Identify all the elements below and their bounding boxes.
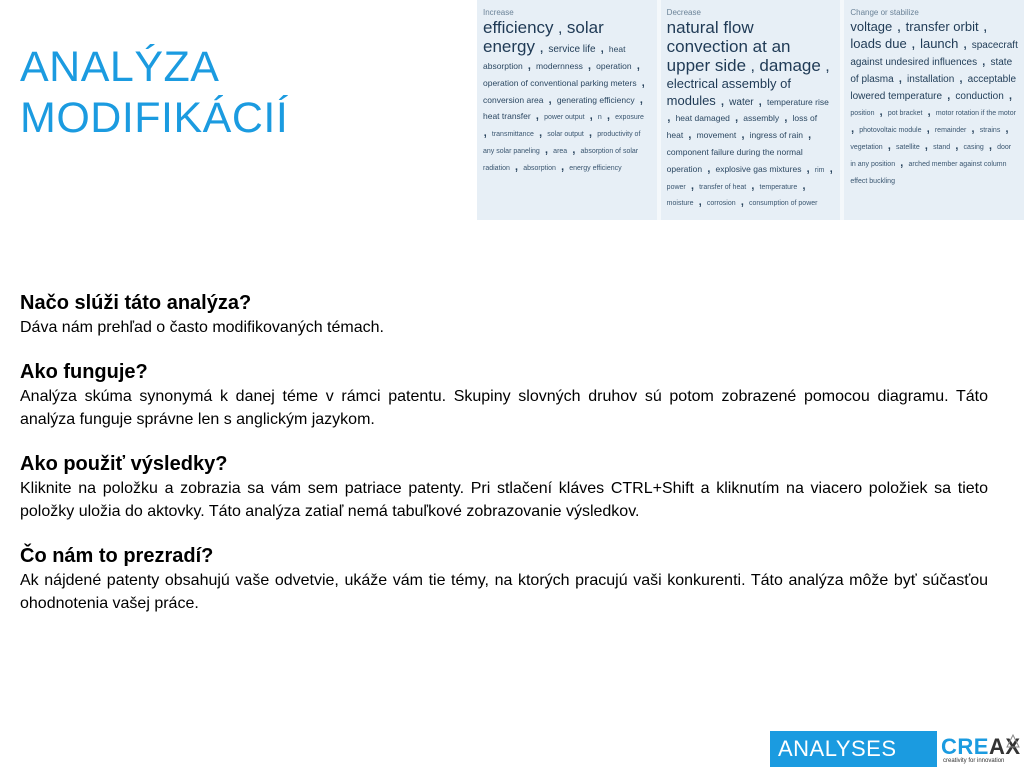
cloud-column-change — [844, 0, 1024, 220]
cloud-header: Change or stabilize — [850, 8, 919, 17]
modification-cloud-image — [477, 0, 1024, 220]
cloud-word: generating efficiency — [556, 94, 635, 105]
cloud-word: moisture — [666, 200, 694, 208]
section-body: Analýza skúma synonymá k danej téme v rámci patentu. Skupiny slovných druhov sú potom zobrazené pomocou diagramu. Táto analýza funguje správne len s anglickým jazykom. — [20, 388, 988, 428]
section-purpose — [20, 290, 988, 339]
cloud-word: component failure during the normal operation — [666, 146, 803, 174]
cloud-word: explosive gas mixtures — [715, 163, 802, 174]
cloud-header: Decrease — [666, 8, 701, 17]
logo-cre: CRE — [941, 734, 989, 759]
logo-ax: AX — [988, 734, 1021, 759]
cloud-word: movement — [696, 130, 737, 141]
cloud-word: solar output — [547, 131, 584, 139]
cloud-word: rim — [814, 166, 825, 174]
cloud-word: modernness — [536, 60, 583, 71]
cloud-words: efficiency , solar energy , service life , heat absorption , modernness , operation , operation of conventional parking meters , conversion area , generating efficiency , heat transfer , power output , n , exposure , transmittance , solar output , productivity of any solar paneling , area , absorption of solar radiation , absorption , energy efficiency — [483, 18, 646, 174]
cloud-words: voltage , transfer orbit , loads due , launch , spacecraft against undesired influences , state of plasma , installation , acceptable lowered temperature , conduction , position , pot bracket , motor rotation if the motor , photovoltaic module , remainder , strains , vegetation , satellite , stand , casing , door in any position , arched member against column effect buckling — [850, 18, 1018, 185]
section-what-it-tells — [20, 543, 988, 615]
cloud-word: conversion area — [483, 94, 544, 105]
cloud-word: door in any position — [850, 143, 1012, 168]
cloud-word: vegetation — [850, 143, 883, 151]
section-heading: Ako použiť výsledky? — [20, 453, 228, 475]
cloud-word: assembly — [743, 113, 780, 124]
cloud-word: position — [850, 110, 875, 118]
cloud-word: remainder — [934, 127, 967, 135]
cloud-word: absorption of solar radiation — [483, 147, 639, 172]
cloud-word: transfer of heat — [699, 183, 747, 191]
cloud-column-decrease — [661, 0, 841, 220]
section-heading: Ako funguje? — [20, 361, 148, 383]
cloud-word: water — [729, 96, 754, 108]
cloud-word: corrosion — [706, 200, 736, 208]
cloud-word: heat transfer — [483, 111, 531, 122]
cloud-word: state of plasma — [850, 56, 1013, 85]
cloud-word: heat absorption — [483, 44, 626, 71]
cloud-word: operation — [596, 60, 632, 71]
cloud-word: efficiency — [483, 18, 554, 38]
cloud-word: satellite — [896, 143, 920, 151]
cloud-word: damage — [759, 55, 821, 75]
cloud-word: acceptable lowered temperature — [850, 73, 1017, 102]
cloud-word: power output — [544, 114, 585, 122]
cloud-word: electrical assembly of modules — [666, 75, 791, 108]
cloud-word: arched member against column effect buckling — [850, 160, 1007, 185]
cloud-word: service life — [548, 44, 596, 56]
cloud-word: temperature — [759, 183, 798, 191]
title-line-1: ANALÝZA — [20, 43, 220, 91]
cloud-word: launch — [920, 36, 959, 52]
cloud-word: consumption of power — [749, 200, 818, 208]
creax-logo — [937, 731, 1022, 767]
cloud-column-increase — [477, 0, 657, 220]
description-content — [20, 290, 988, 635]
cloud-word: operation of conventional parking meters — [483, 77, 637, 88]
logo-tagline: creativity for innovation — [943, 758, 1005, 764]
cloud-word: area — [553, 147, 568, 155]
section-heading: Čo nám to prezradí? — [20, 545, 214, 567]
cloud-word: energy efficiency — [569, 164, 622, 172]
analyses-label: ANALYSES — [770, 731, 937, 767]
cloud-word: transfer orbit — [905, 19, 979, 35]
section-body: Kliknite na položku a zobrazia sa vám sem patriace patenty. Pri stlačení kláves CTRL+Shift a kliknutím na viacero položiek sa tieto položky uložia do aktovky. Táto analýza zatiaľ nemá tabuľkové zobrazovanie výsledkov. — [20, 480, 988, 520]
section-how-it-works — [20, 359, 988, 431]
cloud-header: Increase — [483, 8, 514, 17]
page-title — [20, 42, 440, 144]
cloud-word: casing — [963, 143, 984, 151]
section-how-to-use — [20, 451, 988, 523]
cloud-word: spacecraft against undesired influences — [850, 40, 1018, 68]
title-line-2: MODIFIKÁCIÍ — [20, 94, 289, 142]
cloud-word: transmittance — [491, 131, 534, 139]
cloud-word: productivity of any solar paneling — [483, 131, 641, 155]
cloud-words: natural flow convection at an upper side , damage , electrical assembly of modules , water , temperature rise , heat damaged , assembly , loss of heat , movement , ingress of rain , component failure during the normal operation , explosive gas mixtures , rim , power , transfer of heat , temperature , moisture , corrosion , consumption of power — [666, 18, 834, 210]
cloud-word: power — [666, 183, 686, 191]
cloud-word: loads due — [850, 36, 907, 52]
cloud-word: exposure — [615, 114, 644, 122]
cloud-word: installation — [907, 73, 955, 85]
cloud-word: absorption — [523, 164, 556, 172]
cloud-word: motor rotation if the motor — [935, 110, 1016, 118]
cloud-word: loss of heat — [666, 113, 818, 141]
cloud-word: photovoltaic module — [859, 127, 922, 135]
cloud-word: stand — [933, 143, 951, 151]
section-heading: Načo slúži táto analýza? — [20, 292, 252, 314]
footer-branding — [770, 731, 1022, 767]
cloud-word: heat damaged — [675, 113, 730, 124]
cloud-word: temperature rise — [766, 96, 829, 107]
section-body: Ak nájdené patenty obsahujú vaše odvetvie, ukáže vám tie témy, na ktorých pracujú vaši konkurenti. Táto analýza môže byť súčasťou ohodnotenia vašej práce. — [20, 572, 988, 612]
cloud-word: ingress of rain — [749, 130, 803, 141]
cloud-word: n — [597, 114, 602, 122]
cloud-word: pot bracket — [887, 110, 923, 118]
section-body: Dáva nám prehľad o často modifikovaných témach. — [20, 319, 384, 336]
cloud-word: strains — [979, 127, 1001, 135]
cloud-word: conduction — [955, 90, 1004, 102]
cloud-word: natural flow convection at an upper side — [666, 18, 791, 75]
cloud-word: voltage — [850, 19, 893, 35]
cloud-word: solar energy — [483, 18, 604, 57]
logo-arrow-icon — [1006, 734, 1020, 748]
